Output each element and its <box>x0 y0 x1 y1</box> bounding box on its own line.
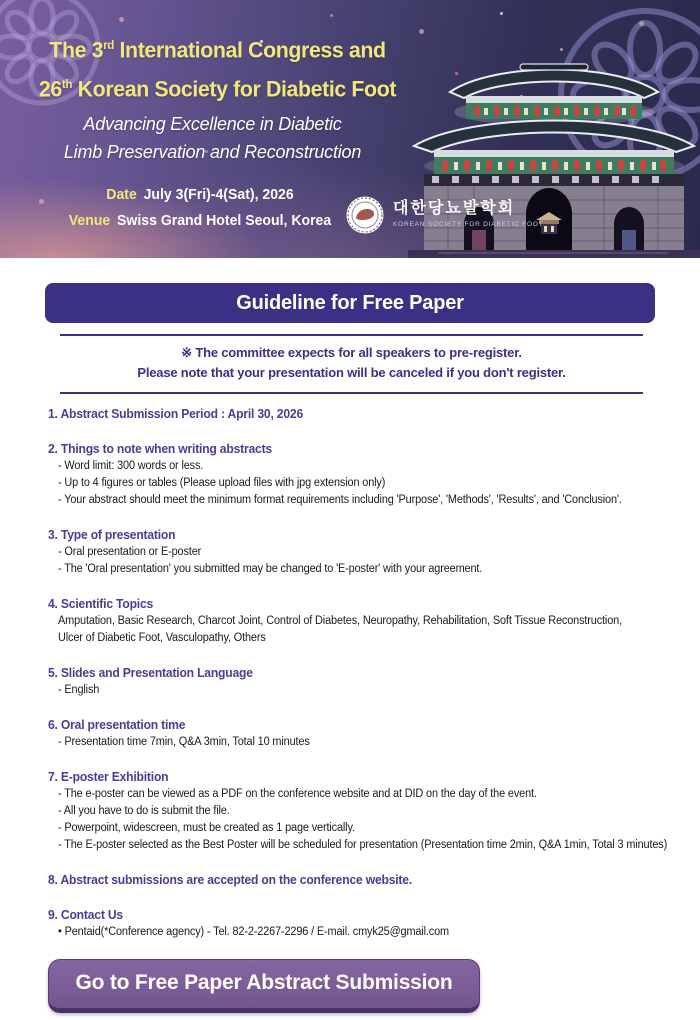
event-venue <box>40 208 360 234</box>
venue-label: Venue <box>68 213 111 229</box>
section-item: - The e-poster can be viewed as a PDF on the conference website and at DID on the day of the event. <box>58 788 537 800</box>
abstract-submission-button[interactable]: Go to Free Paper Abstract Submission <box>48 959 480 1013</box>
section-heading: 5. Slides and Presentation Language <box>48 666 253 680</box>
section-heading: 4. Scientific Topics <box>48 597 154 611</box>
society-logo <box>346 196 543 234</box>
section-item: - Oral presentation or E-poster <box>58 546 202 558</box>
section-presentation-type <box>48 527 700 578</box>
section-scientific-topics <box>48 596 700 647</box>
section-item: - The 'Oral presentation' you submitted may be changed to 'E-poster' with your agreement. <box>58 563 483 575</box>
section-heading: 3. Type of presentation <box>48 528 176 542</box>
logo-korean-name: 대한당뇨발학회 <box>393 200 516 217</box>
section-oral-time <box>48 717 700 751</box>
section-eposter <box>48 769 700 854</box>
notice-line-1: ※ The committee expects for all speakers to pre-register. <box>181 345 522 360</box>
section-abstract-period <box>48 406 700 423</box>
congress-title <box>5 28 430 107</box>
section-submission-site <box>48 872 700 889</box>
guideline-body <box>0 258 700 1013</box>
section-item: - English <box>58 684 100 696</box>
section-writing-notes <box>48 441 700 509</box>
section-item: - Your abstract should meet the minimum format requirements including 'Purpose', 'Methods', 'Results', and 'Conclusion'. <box>58 494 622 506</box>
pre-register-notice <box>60 334 643 394</box>
title-line-2: 26th Korean Society for Diabetic Foot <box>38 76 397 102</box>
section-item: - Powerpoint, widescreen, must be created as 1 page vertically. <box>58 822 355 834</box>
section-heading: 6. Oral presentation time <box>48 718 186 732</box>
section-item: - Presentation time 7min, Q&A 3min, Total 10 minutes <box>58 736 310 748</box>
section-item: - All you have to do is submit the file. <box>58 805 230 817</box>
section-contact <box>48 907 700 941</box>
section-heading: 9. Contact Us <box>48 908 123 922</box>
section-item: • Pentaid(*Conference agency) - Tel. 82-2-2267-2296 / E-mail. cmyk25@gmail.com <box>58 926 450 938</box>
section-heading: 2. Things to note when writing abstracts <box>48 442 272 456</box>
logo-english-name: KOREAN SOCIETY FOR DIABETIC FOOT <box>393 221 544 228</box>
section-banner: Guideline for Free Paper <box>45 283 655 323</box>
guideline-sections <box>48 406 700 941</box>
venue-value: Swiss Grand Hotel Seoul, Korea <box>117 213 332 229</box>
section-item: - The E-poster selected as the Best Poster will be scheduled for presentation (Presentation time 2min, Q&A 1min, Total 3 minutes) <box>58 839 668 851</box>
date-label: Date <box>106 187 137 203</box>
event-meta <box>35 182 365 234</box>
section-item: Ulcer of Diabetic Foot, Vasculopathy, Others <box>58 632 266 644</box>
star-dots <box>0 0 3 3</box>
section-item: - Word limit: 300 words or less. <box>58 460 204 472</box>
date-value: July 3(Fri)-4(Sat), 2026 <box>143 187 294 203</box>
section-item: Amputation, Basic Research, Charcot Joint, Control of Diabetes, Neuropathy, Rehabilitation, Soft Tissue Reconstruction, <box>58 615 622 627</box>
notice-line-2: Please note that your presentation will be canceled if you don't register. <box>137 365 566 380</box>
header-hero <box>0 0 700 258</box>
society-seal-icon <box>346 196 384 234</box>
section-heading: 8. Abstract submissions are accepted on the conference website. <box>48 873 413 887</box>
congress-subtitle: Advancing Excellence in Diabetic Limb Preservation and Reconstruction <box>63 113 362 162</box>
title-line-1: The 3rd International Congress and <box>49 37 386 63</box>
section-heading: 1. Abstract Submission Period : April 30, 2026 <box>48 407 304 421</box>
section-heading: 7. E-poster Exhibition <box>48 770 169 784</box>
section-language <box>48 665 700 699</box>
event-date <box>40 182 360 208</box>
section-item: - Up to 4 figures or tables (Please upload files with jpg extension only) <box>58 477 386 489</box>
